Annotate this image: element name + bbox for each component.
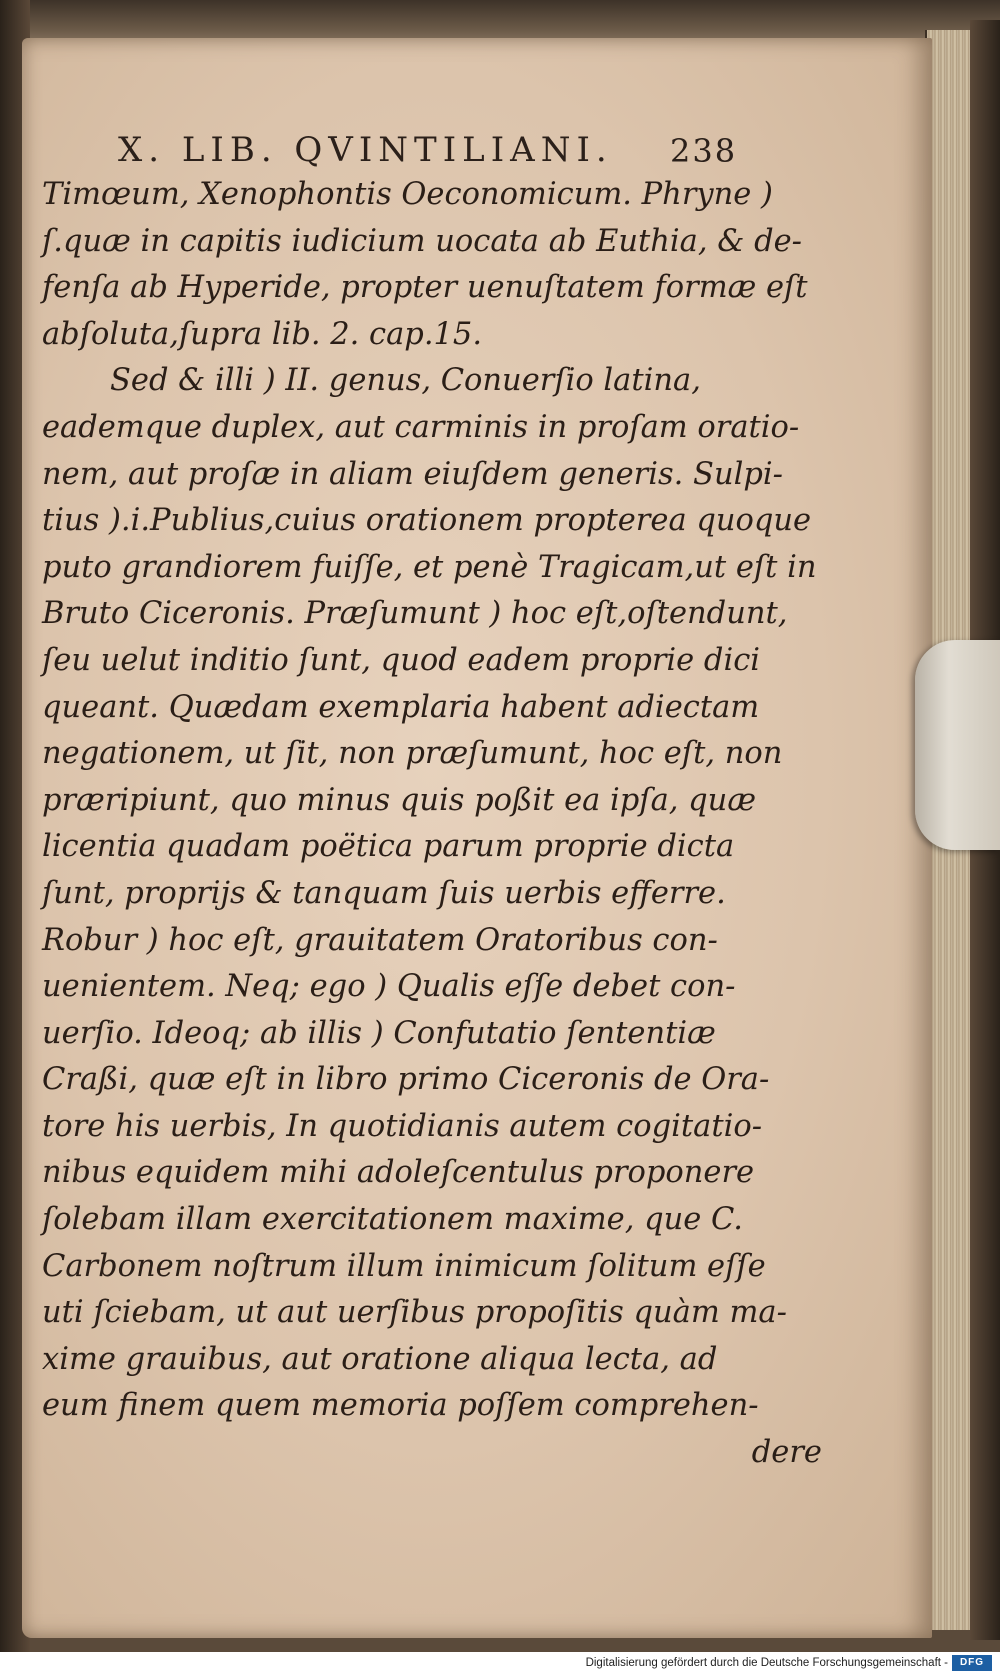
text-line: eum finem quem memoria poſſem comprehen- bbox=[42, 1388, 759, 1424]
text-line: queant. Quædam exemplaria habent adiectam bbox=[42, 689, 760, 725]
text-line: negationem, ut ſit, non præſumunt, hoc eſt, non bbox=[42, 736, 783, 772]
text-line: ſolebam illam exercitationem maxime, que C. bbox=[42, 1202, 743, 1238]
text-line: præripiunt, quo minus quis poßit ea ipſa, quæ bbox=[42, 782, 756, 818]
text-line: ſeu uelut inditio ſunt, quod eadem proprie dici bbox=[42, 642, 761, 678]
running-title: X. LIB. QVINTILIANI. bbox=[118, 130, 613, 170]
page-body bbox=[42, 172, 862, 1477]
text-line: Carbonem noſtrum illum inimicum ſolitum eſſe bbox=[42, 1248, 766, 1284]
text-line: uti ſciebam, ut aut uerſibus propoſitis quàm ma- bbox=[42, 1295, 787, 1331]
text-line: Robur ) hoc eſt, grauitatem Oratoribus con- bbox=[42, 922, 718, 958]
text-line: Craßi, quæ eſt in libro primo Ciceronis de Ora- bbox=[42, 1062, 770, 1098]
text-line: abſoluta,ſupra lib. 2. cap.15. bbox=[42, 316, 483, 352]
bookmark-ribbon bbox=[915, 640, 1000, 850]
text-line: Timœum, Xenophontis Oeconomicum. Phryne ) bbox=[42, 177, 773, 212]
text-line: Bruto Ciceronis. Præſumunt ) hoc eſt,oſtendunt, bbox=[42, 596, 788, 632]
text-line: tius ).i.Publius,cuius orationem propterea quoque bbox=[42, 503, 812, 539]
text-line: ſ.quæ in capitis iudicium uocata ab Euthia, & de- bbox=[42, 223, 802, 259]
text-line: xime grauibus, aut oratione aliqua lecta, ad bbox=[42, 1341, 718, 1377]
text-line: tore his uerbis, In quotidianis autem cogitatio- bbox=[42, 1108, 763, 1144]
catchword: dere bbox=[751, 1435, 822, 1471]
digitization-credit: Digitalisierung gefördert durch die Deutsche Forschungsgemeinschaft - bbox=[585, 1657, 948, 1669]
text-line: Sed & illi ) II. genus, Conuerſio latina, bbox=[110, 363, 701, 399]
page-number: 238 bbox=[670, 132, 738, 170]
text-line: licentia quadam poëtica parum proprie dicta bbox=[42, 829, 735, 865]
text-line: puto grandiorem fuiſſe, et penè Tragicam,ut eſt in bbox=[42, 549, 817, 585]
dfg-logo: DFG bbox=[952, 1655, 992, 1671]
text-line: uerſio. Ideoq; ab illis ) Confutatio ſententiæ bbox=[42, 1015, 716, 1051]
text-line: fenſa ab Hyperide, propter uenuſtatem formæ eſt bbox=[42, 270, 808, 306]
text-line: ſunt, proprijs & tanquam ſuis uerbis efferre. bbox=[42, 875, 726, 911]
text-line: nibus equidem mihi adoleſcentulus proponere bbox=[42, 1155, 755, 1191]
text-line: nem, aut proſæ in aliam eiuſdem generis. Sulpi- bbox=[42, 456, 783, 492]
text-line: eademque duplex, aut carminis in proſam oratio- bbox=[42, 409, 800, 445]
text-line: uenientem. Neq; ego ) Qualis eſſe debet con- bbox=[42, 969, 736, 1005]
